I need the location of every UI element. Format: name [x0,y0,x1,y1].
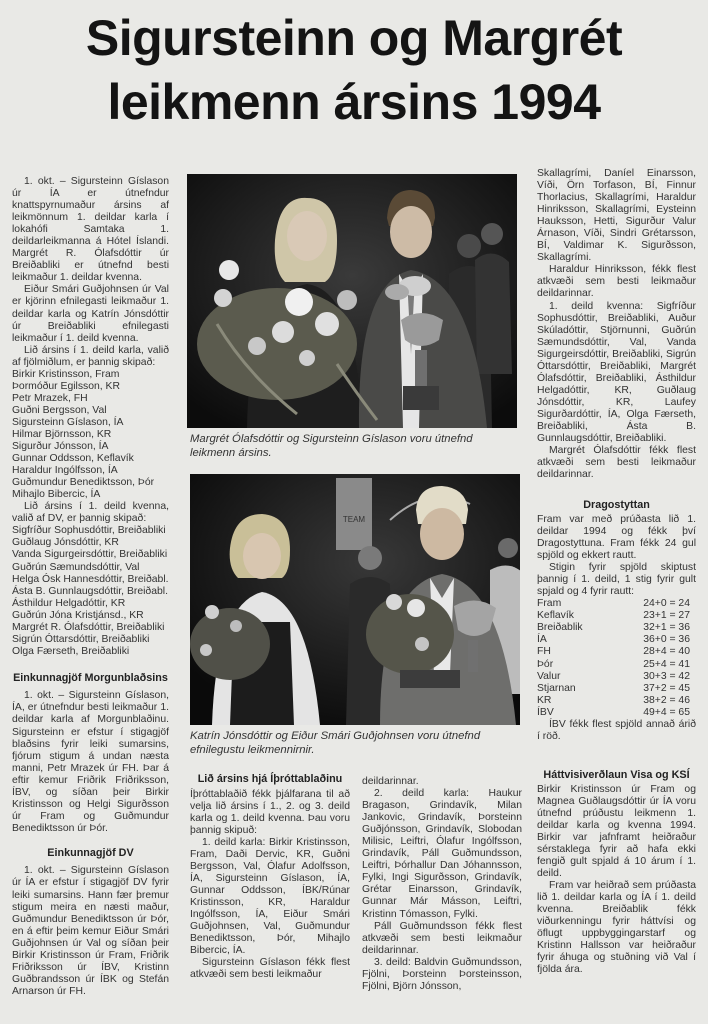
headline [0,6,708,134]
team-cell: Valur [537,670,561,682]
ibv-paragraph: ÍBV fékk flest spjöld annað árið í röð. [537,718,696,743]
hv-paragraph: Fram var heiðrað sem prúðasta lið 1. deildar karla og ÍA í 1. deild kvenna. Breiðablik fékk viðurkenningu fyrir háttvísi og öflugt uppbyggingarstarf og Kristinn Hallsson var heiðraður fyrir áhuga og stuðning við Val í fjölda ára. [537,879,696,976]
table-row [537,671,696,683]
table-row [537,598,696,610]
col1-paragraph: Eiður Smári Guðjohnsen úr Val er kjörinn efnilegasti leikmaður 1. deildar karla og Katrín Jónsdóttir úr Breiðabliki efnilegasti leikmaður í 1. deild kvenna. [12,284,169,344]
list-item: Guðrún Jóna Kristjánsd., KR [12,609,144,621]
points-cell: 36+0 = 36 [643,634,690,646]
points-cell: 30+3 = 42 [643,670,690,682]
table-row [537,622,696,634]
hv-paragraph: Birkir Kristinsson úr Fram og Magnea Guðlaugsdóttir úr ÍA voru útnefnd prúðustu leikmenn 1. deildar karla og kvenna 1994. Birkir var jafnframt heiðraður sérstaklega fyrir að hafa ekki fengið gult spjald á 10 árum í 1. deild. [537,783,696,879]
col2-paragraph: Íþróttablaðið fékk þjálfarana til að velja lið ársins í 1., 2. og 3. deild karla og 1. deild kvenna. Þau voru þannig skipuð: [190,788,350,836]
team-cell: FH [537,646,551,658]
col2-paragraph: Sigursteinn Gíslason fékk flest atkvæði sem besti leikmaður [190,957,350,981]
list-item: Mihajlo Bibercic, ÍA [12,489,101,501]
drago-heading: Dragostyttan [583,499,650,512]
list-item: Ásta B. Gunnlaugsdóttir, Breiðabl. [12,585,168,597]
mbl-paragraph: 1. okt. – Sigursteinn Gíslason, ÍA, er útnefndur besti leikmaður 1. deildar karla af Morgunblaðinu. Sigursteinn er efstur í stigagjöf blaðsins fyrir leiki sumarsins, fjórum stigum á undan næsta manni, Petr Mrazek úr FH. Þar á eftir kemur Friðrik Friðriksson, ÍBV, og síðan þeir Birkir Kristinsson og Helgi Sigurðsson úr Fram og Guðmundur Benediktsson úr Þór. [12,690,169,834]
hv-heading: Háttvisiverðlaun Visa og KSÍ [543,769,690,782]
team-cell: Fram [537,598,562,610]
list-item: Guðni Bergsson, Val [12,404,107,416]
list-item: Margrét R. Ólafsdóttir, Breiðabliki [12,621,165,633]
col3-paragraph: 2. deild karla: Haukur Bragason, Grindavík, Milan Jankovic, Grindavík, Þorsteinn Guðjónsson, Grindavík, Slobodan Milisic, Leiftri, Ólafur Ingólfsson, Grindavík, Páll Guðmundsson, Leiftri, Þórhallur Dan Jóhannsson, Fylki, Ingi Sigurðsson, Grindavík, Grétar Einarsson, Grindavík, Gunnar Már Másson, Leiftri, Kristinn Tómasson, Fylki. [362,788,522,920]
photo-2-caption: Katrín Jónsdóttir og Eiður Smári Guðjohnsen voru útnefnd efnilegustu leikmennirnir. [190,730,481,756]
list-item: Haraldur Ingólfsson, ÍA [12,465,118,477]
col2-paragraph: 1. deild karla: Birkir Kristinsson, Fram, Daði Dervic, KR, Guðni Bergsson, Val, Ólafur Adolfsson, ÍA, Sigursteinn Gíslason, ÍA, Gunnar Oddsson, ÍBK/Rúnar Kristinsson, KR, Haraldur Ingólfsson, ÍA, Eiður Smári Guðjohnsen, Val, Guðmundur Benediktsson, Þór, Mihajlo Bibercic, ÍA. [190,836,350,957]
points-cell: 28+4 = 40 [643,646,690,658]
team-cell: Keflavík [537,610,574,622]
list-item: Sigursteinn Gíslason, ÍA [12,416,124,428]
dv-paragraph: 1. okt. – Sigursteinn Gíslason úr ÍA er efstur í stigagjöf DV fyrir leiki sumarsins. Hann fær þremur stigum meira en næsti maður, Guðmundur Benediktsson úr Þór, en á eftir þeim kemur Eiður Smári Guðjohnsen úr Val og síðan þeir Birkir Kristinsson úr Fram, Friðrik Friðriksson úr ÍBV, Kristinn Guðbrandsson úr ÍBK og Stefán Arnarson úr FH. [12,865,169,997]
headline-line-2: leikmenn ársins 1994 [107,74,601,130]
col4-paragraph: Margrét Ólafsdóttir fékk flest atkvæði sem besti leikmaður deildarinnar. [537,445,696,481]
list-item: Sigrún Óttarsdóttir, Breiðabliki [12,633,150,645]
points-cell: 37+2 = 45 [643,682,690,694]
table-row [537,610,696,622]
photo-2-image [190,474,520,725]
drago-paragraph: Fram var með prúðasta lið 1. deildar 1994 og fékk því Dragostyttuna. Fram fékk 24 gul spjöld og ekkert rautt. [537,513,696,561]
column-4 [537,168,696,976]
card-points-table [537,598,696,719]
table-row [537,659,696,671]
photo-1-caption: Margrét Ólafsdóttir og Sigursteinn Gíslason voru útnefnd leikmenn ársins. [190,433,473,459]
column-1 [12,176,169,998]
col3-paragraph: deildarinnar. [362,776,419,787]
team-cell: Stjarnan [537,682,576,694]
table-row [537,707,696,719]
mbl-heading: Einkunnagjöf Morgunblaðsins [13,671,168,684]
col2-heading: Lið ársins hjá Íþróttablaðinu [197,773,343,785]
points-cell: 25+4 = 41 [643,658,690,670]
col1-paragraph: 1. okt. – Sigursteinn Gíslason úr ÍA er útnefndur knattspyrnumaður ársins af leikmönnum 1. deildar karla í lokahófi Samtaka 1. deildarleikmanna á Hótel Íslandi. Margrét R. Ólafsdóttir úr Breiðabliki er útnefnd besti leikmaður 1. deildar kvenna. [12,176,169,284]
list-item: Gunnar Oddsson, Keflavík [12,453,134,465]
table-row [537,695,696,707]
list-item: Þormóður Egilsson, KR [12,380,120,392]
team-cell: ÍA [537,634,547,646]
col4-paragraph: 1. deild kvenna: Sigfríður Sophusdóttir, Breiðabliki, Auður Skúladóttir, Stjörnunni, Guðrún Sæmundsdóttir, Val, Vanda Sigurgeirsdóttir, Breiðabliki, Sigrún Óttarsdóttir, Breiðabliki, Margrét Ólafsdóttir, Breiðabliki, Ásthildur Helgadóttir, KR, Guðlaug Jónsdóttir, KR, Laufey Sigurðardóttir, ÍA, Olga Færseth, Breiðabliki, Ásta B. Gunnlaugsdóttir, Breiðabliki. [537,300,696,445]
team-cell: ÍBV [537,706,554,718]
list-item: Petr Mrazek, FH [12,392,88,404]
points-cell: 23+1 = 27 [643,610,690,622]
points-cell: 32+1 = 36 [643,622,690,634]
list-item: Helga Ósk Hannesdóttir, Breiðabl. [12,573,169,585]
list-item: Guðmundur Benediktsson, Þór [12,477,155,489]
points-cell: 49+4 = 65 [643,706,690,718]
list-item: Hilmar Björnsson, KR [12,428,112,440]
list-item: Vanda Sigurgeirsdóttir, Breiðabliki [12,549,168,561]
team-cell: KR [537,694,552,706]
photo-promising-players [190,474,520,725]
team-cell: Breiðablik [537,622,583,634]
list-item: Olga Færseth, Breiðabliki [12,645,130,657]
list-item: Sigurður Jónsson, ÍA [12,441,109,453]
list-item: Ásthildur Helgadóttir, KR [12,597,126,609]
col3-paragraph: 3. deild: Baldvin Guðmundsson, Fjölni, Þorsteinn Þorsteinsson, Fjölni, Björn Jónsson, [362,956,522,992]
col3-paragraph: Páll Guðmundsson fékk flest atkvæði sem besti leikmaður deildarinnar. [362,920,522,956]
list-item: Guðrún Sæmundsdóttir, Val [12,561,140,573]
list-item: Birkir Kristinsson, Fram [12,368,120,380]
dv-heading: Einkunnagjöf DV [47,846,134,859]
table-row [537,646,696,658]
col4-paragraph: Skallagrími, Daníel Einarsson, Víði, Örn Torfason, BÍ, Finnur Thorlacius, Skallagrími, Haraldur Hinriksson, Skallagrími, Eysteinn Hauksson, Hetti, Sigurður Valur Árnason, Víði, Sindri Grétarsson, BÍ, Valdimar K. Sigurðsson, Skallagrími. [537,168,696,264]
banner-text: TEAM [342,515,366,524]
col4-paragraph: Haraldur Hinriksson, fékk flest atkvæði sem besti leikmaður deildarinnar. [537,264,696,300]
points-cell: 24+0 = 24 [643,598,690,610]
men-team-list [12,369,169,502]
headline-line-1: Sigursteinn og Margrét [85,10,623,66]
women-team-list [12,525,169,658]
list-item: Sigfríður Sophusdóttir, Breiðabliki [12,525,166,537]
women-team-intro: Lið ársins í 1. deild kvenna, valið af DV, er þannig skipað: [12,501,169,525]
column-2 [190,773,350,981]
drago-paragraph: Stigin fyrir spjöld skiptust þannig í 1. deild, 1 stig fyrir gult spjald og 4 fyrir rautt: [537,561,696,597]
photo-1-image [187,174,517,428]
table-row [537,634,696,646]
points-cell: 38+2 = 46 [643,694,690,706]
col1-paragraph: Lið ársins í 1. deild karla, valið af fjölmiðlum, er þannig skipað: [12,344,169,368]
list-item: Guðlaug Jónsdóttir, KR [12,537,119,549]
table-row [537,683,696,695]
photo-award-winners [187,174,517,428]
team-cell: Þór [537,658,554,670]
column-3 [362,776,522,993]
